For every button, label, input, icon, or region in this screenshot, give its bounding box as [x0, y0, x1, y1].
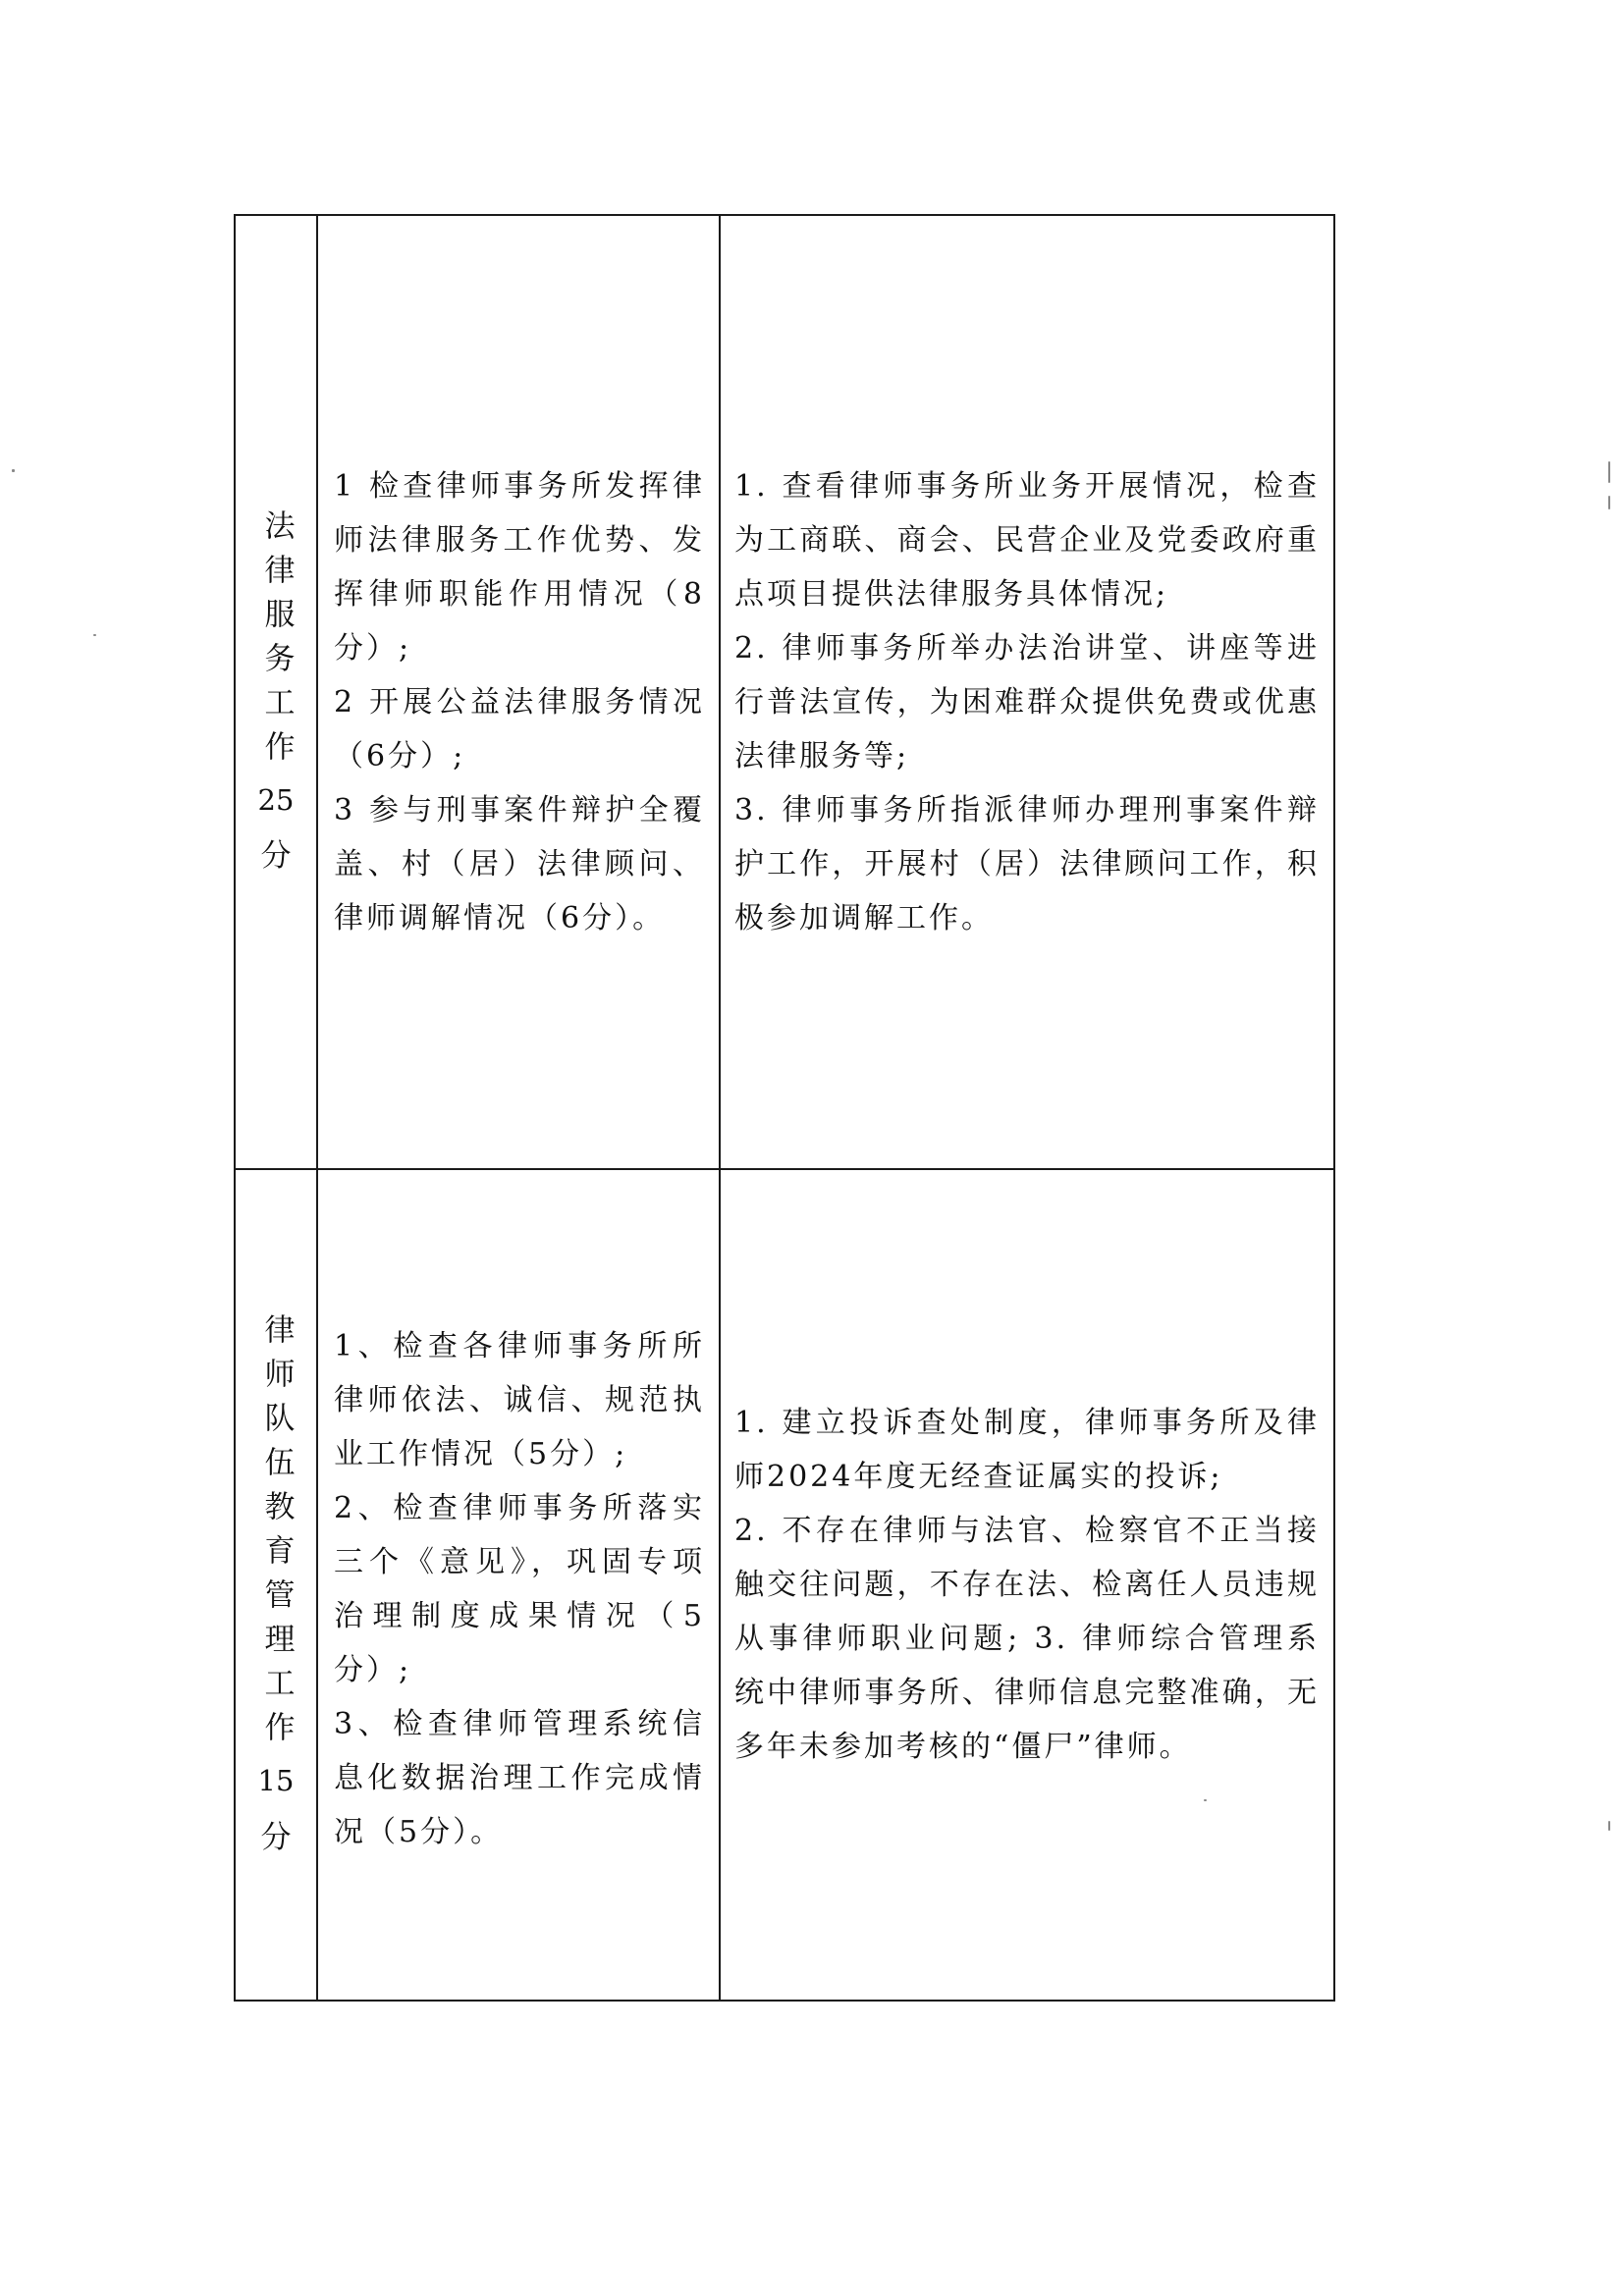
check-items	[318, 459, 719, 945]
scan-speck	[93, 634, 96, 636]
check-items-cell	[317, 1169, 720, 2001]
scan-speck	[1608, 496, 1610, 509]
scan-speck	[1608, 461, 1610, 483]
table-row	[235, 215, 1334, 1169]
check-item: 3 参与刑事案件辩护全覆盖、村（居）法律顾问、律师调解情况（6分）。	[334, 792, 705, 935]
category-label: 法律服务工作	[258, 508, 295, 774]
category-cell	[235, 215, 317, 1169]
category-score: 15	[257, 1764, 295, 1798]
check-item: 1 检查律师事务所发挥律师法律服务工作优势、发挥律师职能作用情况（8分）;	[334, 468, 705, 666]
category-unit: 分	[260, 1819, 292, 1855]
standards	[721, 1396, 1333, 1774]
standard-item: 1. 查看律师事务所业务开展情况，检查为工商联、商会、民营企业及党委政府重点项目提供法律服务具体情况;	[734, 468, 1320, 612]
category-unit: 分	[260, 838, 292, 875]
standards-cell	[720, 1169, 1334, 2001]
standards-cell	[720, 215, 1334, 1169]
standard-item: 2. 不存在律师与法官、检察官不正当接触交往问题，不存在法、检离任人员违规从事律师职业问题; 3. 律师综合管理系统中律师事务所、律师信息完整准确，无多年未参加考核的“僵尸”律师。	[734, 1514, 1320, 1764]
check-item: 1、检查各律师事务所所律师依法、诚信、规范执业工作情况（5分）;	[334, 1328, 705, 1471]
category-label: 律师队伍教育管理工作	[258, 1313, 295, 1756]
standards	[721, 459, 1333, 945]
category-cell	[235, 1169, 317, 2001]
check-item: 2、检查律师事务所落实三个《意见》，巩固专项治理制度成果情况（5分）;	[334, 1490, 705, 1687]
standard-item: 3. 律师事务所指派律师办理刑事案件辩护工作，开展村（居）法律顾问工作，积极参加调解工作。	[734, 792, 1320, 935]
standard-item: 2. 律师事务所举办法治讲堂、讲座等进行普法宣传，为困难群众提供免费或优惠法律服务等;	[734, 630, 1320, 774]
table-row	[235, 1169, 1334, 2001]
standard-item: 1. 建立投诉查处制度，律师事务所及律师2024年度无经查证属实的投诉;	[734, 1406, 1320, 1494]
scan-speck	[1204, 1799, 1207, 1801]
scan-speck	[12, 469, 15, 472]
check-item: 3、检查律师管理系统信息化数据治理工作完成情况（5分）。	[334, 1706, 705, 1849]
category-score: 25	[257, 782, 295, 817]
assessment-table	[234, 214, 1335, 2002]
check-item: 2 开展公益法律服务情况（6分）;	[334, 684, 705, 774]
scan-speck	[1608, 1821, 1610, 1831]
check-items-cell	[317, 215, 720, 1169]
check-items	[318, 1319, 719, 1859]
